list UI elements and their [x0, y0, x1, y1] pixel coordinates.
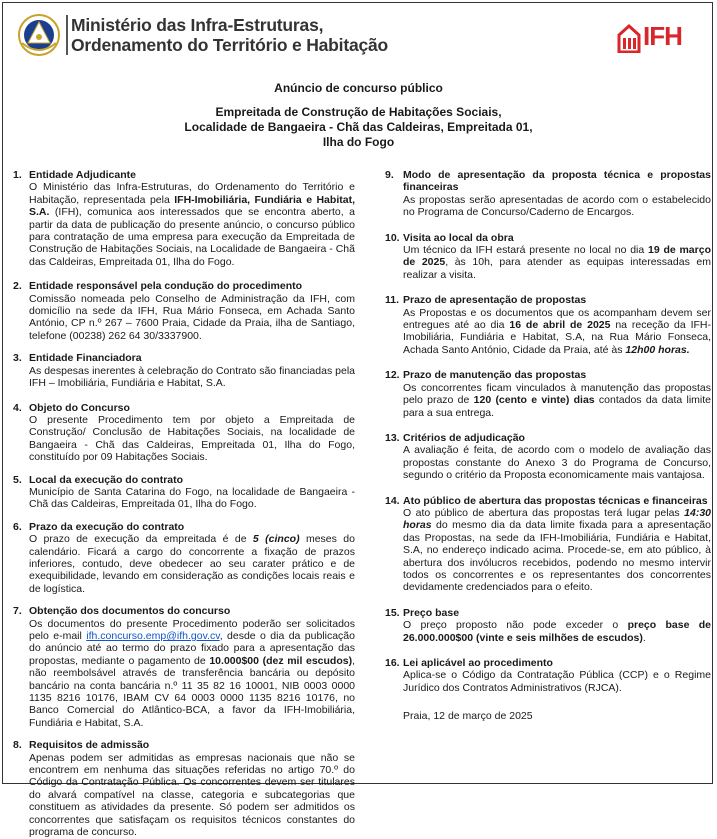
- section-title: Entidade Adjudicante: [29, 169, 136, 181]
- section-body: Apenas podem ser admitidas as empresas nacionais que não se encontrem em nenhuma das situações referidas no artigo 70.º do Código da Contratação Pública. Os concorrentes devem ser titulares do alvará compatível na classe, categoria e subcategorias que constituem as atividades da presente. Só podem ser admitidos os concorrentes que satisfaçam os requisitos técnicos constantes do programa de concurso.: [29, 751, 355, 839]
- section-body: [29, 618, 355, 730]
- section-title: Lei aplicável ao procedimento: [403, 657, 553, 669]
- section-title: Entidade responsável pela condução do procedimento: [29, 280, 303, 293]
- section-6: [13, 521, 355, 595]
- text: Os documentos do presente Procedimento poderão ser solicitados pelo e-mail: [29, 617, 355, 642]
- text: na receção da IFH-Imobiliária, Fundiária e Habitat, S.A, na Rua Mário Fonseca, Achada Santo António, Cidade da Praia, até às: [403, 319, 711, 356]
- section-10: [385, 232, 711, 282]
- section-body: A avaliação é feita, de acordo com o modelo de avaliação das propostas constante do Anexo 3 do Programa de Concurso, segundo o critério da Proposta economicamente mais vantajosa.: [403, 444, 711, 482]
- section-body: [403, 382, 711, 419]
- section-13: [385, 432, 711, 482]
- email-link[interactable]: ifh.concurso.emp@ifh.gov.cv: [86, 630, 220, 642]
- section-15: [385, 607, 711, 644]
- text-bold: 10.000$00 (dez mil escudos): [209, 654, 353, 667]
- section-1: [13, 169, 355, 268]
- ministry-line-2: Ordenamento do Território e Habitação: [71, 35, 389, 55]
- section-number: 10.: [385, 231, 400, 244]
- text: , desde o dia da publicação do anúncio até ao termo do prazo fixado para a apresentação das propostas, mediante o pagamento de: [29, 630, 355, 667]
- section-title: Modo de apresentação da proposta técnica e propostas financeiras: [403, 169, 711, 194]
- section-number: 12.: [385, 369, 400, 382]
- section-number: 14.: [385, 494, 400, 507]
- section-number: 4.: [13, 401, 22, 414]
- ministry-line-1: Ministério das Infra-Estruturas,: [71, 15, 324, 35]
- header: [3, 3, 714, 63]
- text: .: [642, 631, 646, 644]
- text-bold: 19 de março de 2025: [403, 244, 711, 269]
- section-8: [13, 739, 355, 838]
- section-16: [385, 657, 711, 723]
- title-line-2: Localidade de Bangaeira - Chã das Caldeiras, Empreitada 01,: [184, 120, 533, 134]
- section-number: 1.: [13, 169, 22, 181]
- text: , às 10h, para atender as equipas interessadas em realizar a visita.: [403, 256, 711, 281]
- announcement-heading: Anúncio de concurso público: [274, 81, 443, 95]
- section-body: O presente Procedimento tem por objeto a Empreitada de Construção/ Conclusão de Habitações Sociais, na localidade de Bangaeira - Chã das Caldeiras, Empreitada 01, Ilha do Fogo, constituído por 09 Habitações Sociais.: [29, 413, 355, 464]
- section-5: [13, 474, 355, 511]
- right-column: [385, 169, 711, 723]
- header-divider: [66, 15, 68, 55]
- ifh-logo-text: IFH: [643, 21, 682, 51]
- announcement-title: [3, 105, 714, 150]
- section-title: Prazo da execução do contrato: [29, 520, 185, 533]
- text: , não reembolsável através de transferência bancária ou depósito bancário na conta bancária n.º 11 35 82 16 10001, NIB 0003 0000 1135 8216 10176, IBAM CV 64 0003 0000 1135 8216 10176, no Banco Comercial do Atlântico-BCA, a favor da IFH-Imobiliária, Fundiária e Habitat, S.A.: [29, 654, 355, 729]
- text: (IFH), comunica aos interessados que se encontra aberto, a partir da data de publicação do presente anúncio, o concurso público para contratação de uma empresa para execução da Empreitada de Construção de Habitações Sociais, na Localidade de Bangaeira - Chã das Caldeiras, Empreitada 01, Ilha do Fogo.: [29, 206, 355, 268]
- text: O preço proposto não pode exceder o: [403, 619, 628, 632]
- text: O Ministério das Infra-Estruturas, do Ordenamento do Território e Habitação, representada pela: [29, 181, 355, 206]
- section-14: [385, 495, 711, 594]
- section-number: 5.: [13, 473, 22, 486]
- text: Os concorrentes ficam vinculados à manutenção das propostas pelo prazo de: [403, 381, 711, 407]
- text: O ato público de abertura das propostas terá lugar pelas: [403, 506, 685, 519]
- section-body: [403, 244, 711, 281]
- section-number: 7.: [13, 605, 22, 618]
- text-bold: 120 (cento e vinte) dias: [473, 394, 595, 407]
- section-title: Obtenção dos documentos do concurso: [29, 605, 231, 618]
- text: O prazo de execução da empreitada é de: [29, 533, 253, 546]
- section-body: Município de Santa Catarina do Fogo, na localidade de Bangaeira - Chã das Caldeiras, Empreitada 01, Ilha do Fogo.: [29, 485, 355, 511]
- section-body: Comissão nomeada pelo Conselho de Administração da IFH, com domicílio na sede da IFH, Rua Mário Fonseca, em Achada Santo António, CP n.º 267 – 7600 Praia, Cidade da Praia, ilha de Santiago, telefone (00238) 262 64 30/3337900.: [29, 292, 355, 342]
- announcement-frame: [2, 2, 713, 839]
- section-3: [13, 352, 355, 389]
- section-title: Ato público de abertura das propostas técnicas e financeiras: [403, 494, 708, 507]
- section-11: [385, 294, 711, 356]
- section-body: As despesas inerentes à celebração do Contrato são financiadas pela IFH – Imobiliária, Fundiária e Habitat, S.A.: [29, 364, 355, 390]
- section-body: Aplica-se o Código da Contratação Pública (CCP) e o Regime Jurídico dos Contratos Administrativos (RJCA).: [403, 669, 711, 694]
- section-body: As propostas serão apresentadas de acordo com o estabelecido no Programa de Concurso/Caderno de Encargos.: [403, 193, 711, 219]
- signature-date: Praia, 12 de março de 2025: [403, 710, 533, 723]
- section-body: [29, 533, 355, 595]
- section-7: [13, 605, 355, 729]
- text: Um técnico da IFH estará presente no local no dia: [403, 244, 648, 257]
- section-body: [403, 307, 711, 357]
- section-number: 2.: [13, 280, 22, 293]
- title-line-1: Empreitada de Construção de Habitações Sociais,: [215, 105, 502, 119]
- section-title: Objeto do Concurso: [29, 401, 130, 414]
- section-4: [13, 402, 355, 464]
- section-9: [385, 169, 711, 219]
- section-number: 6.: [13, 520, 22, 533]
- section-title: Local da execução do contrato: [29, 473, 184, 486]
- section-number: 9.: [385, 169, 394, 181]
- section-title: Preço base: [403, 606, 460, 619]
- left-column: [13, 169, 355, 839]
- ifh-logo: [617, 21, 713, 59]
- section-number: 3.: [13, 352, 22, 365]
- text: contados da data limite para a sua entrega.: [403, 394, 711, 419]
- text: do mesmo dia da data limite fixada para a apresentação das Propostas, na sede da IFH-Imobiliária, Fundiária e Habitat, S.A, no endereço indicado acima. Procede-se, em ato público, à abertura dos invólucros recebidos, podendo no mesmo intervir todos os concorrentes e os representantes dos concorrentes devidamente credenciados para o efeito.: [403, 519, 711, 594]
- section-number: 13.: [385, 431, 400, 444]
- section-title: Critérios de adjudicação: [403, 431, 525, 444]
- text: As Propostas e os documentos que os acompanham devem ser entregues até ao dia: [403, 306, 711, 332]
- ministry-name: [71, 15, 388, 55]
- section-title: Visita ao local da obra: [403, 231, 514, 244]
- section-body: [29, 181, 355, 268]
- text: meses do calendário. Ficará a cargo do concorrente a fixação de prazos inferiores, contudo, deve obedecer ao seu carater prático e de exequibilidade, levando em consideração as condições locais reais e de logística.: [29, 533, 355, 595]
- section-number: 11.: [385, 294, 400, 307]
- text-bold-italic: 12h00 horas.: [625, 343, 690, 356]
- section-title: Prazo de manutenção das propostas: [403, 369, 587, 382]
- text-bold: IFH-Imobiliária, Fundiária e Habitat, S.A.: [29, 193, 355, 219]
- text-bold-italic: 5 (cinco): [252, 533, 300, 546]
- section-number: 15.: [385, 606, 400, 619]
- section-2: [13, 280, 355, 342]
- section-number: 8.: [13, 739, 22, 752]
- title-line-3: Ilha do Fogo: [322, 135, 395, 149]
- national-coat-of-arms-icon: [17, 13, 61, 57]
- section-title: Entidade Financiadora: [29, 352, 142, 365]
- section-body: [403, 507, 711, 594]
- section-12: [385, 369, 711, 419]
- ifh-building-icon: [617, 23, 645, 53]
- section-body: [403, 619, 711, 644]
- text-bold-italic: 14:30 horas: [403, 506, 711, 532]
- section-title: Prazo de apresentação de propostas: [403, 294, 587, 307]
- section-number: 16.: [385, 657, 400, 669]
- text-bold: 16 de abril de 2025: [509, 319, 611, 332]
- section-title: Requisitos de admissão: [29, 739, 150, 752]
- text-bold: preço base de 26.000.000$00 (vinte e seis milhões de escudos): [403, 619, 711, 644]
